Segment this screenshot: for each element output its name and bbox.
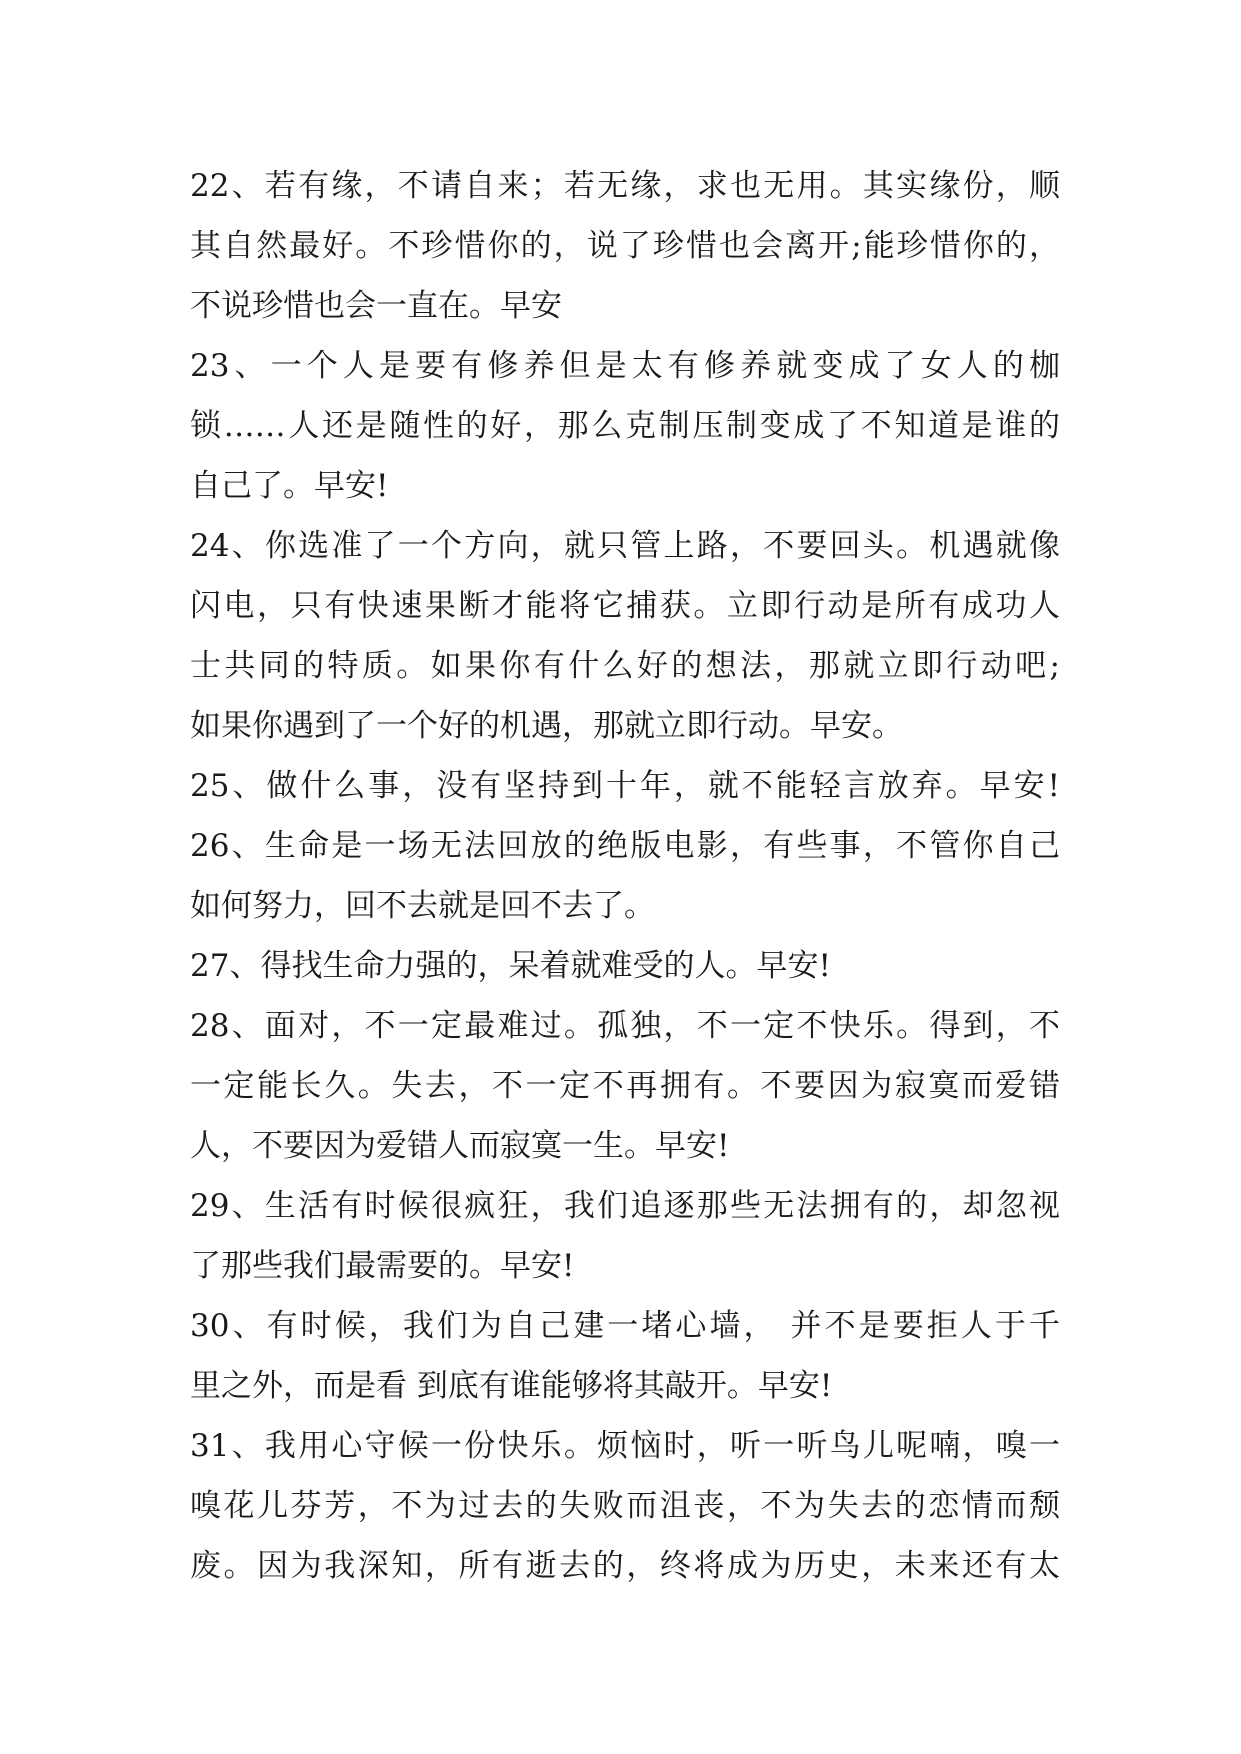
text-line: 31、我用心守候一份快乐。烦恼时，听一听鸟儿呢喃，嗅一 xyxy=(190,1428,1060,1464)
entry-26 xyxy=(190,816,1060,936)
entry-29 xyxy=(190,1176,1060,1296)
entry-22 xyxy=(190,156,1060,336)
entry-28 xyxy=(190,996,1060,1176)
document-body xyxy=(190,156,1060,1596)
text-line: 24、你选准了一个方向，就只管上路，不要回头。机遇就像 xyxy=(190,528,1060,564)
text-line: 里之外，而是看 到底有谁能够将其敲开。早安! xyxy=(190,1368,833,1404)
text-line: 自己了。早安! xyxy=(190,468,389,504)
text-line: 23、一个人是要有修养但是太有修养就变成了女人的枷 xyxy=(190,348,1060,384)
entry-24 xyxy=(190,516,1060,756)
text-line: 30、有时候，我们为自己建一堵心墙， 并不是要拒人于千 xyxy=(190,1308,1060,1344)
text-line: 闪电，只有快速果断才能将它捕获。立即行动是所有成功人 xyxy=(190,588,1060,624)
text-line: 如果你遇到了一个好的机遇，那就立即行动。早安。 xyxy=(190,708,903,744)
text-line: 28、面对，不一定最难过。孤独，不一定不快乐。得到，不 xyxy=(190,1008,1060,1044)
text-line: 25、做什么事，没有坚持到十年，就不能轻言放弃。早安! xyxy=(190,768,1060,804)
entry-31 xyxy=(190,1416,1060,1596)
text-line: 嗅花儿芬芳，不为过去的失败而沮丧，不为失去的恋情而颓 xyxy=(190,1488,1060,1524)
text-line: 了那些我们最需要的。早安! xyxy=(190,1248,575,1284)
text-line: 22、若有缘，不请自来；若无缘，求也无用。其实缘份，顺 xyxy=(190,168,1060,204)
text-line: 士共同的特质。如果你有什么好的想法，那就立即行动吧; xyxy=(190,648,1060,684)
entry-30 xyxy=(190,1296,1060,1416)
text-line: 一定能长久。失去，不一定不再拥有。不要因为寂寞而爱错 xyxy=(190,1068,1060,1104)
text-line: 26、生命是一场无法回放的绝版电影，有些事，不管你自己 xyxy=(190,828,1060,864)
text-line: 锁……人还是随性的好，那么克制压制变成了不知道是谁的 xyxy=(190,408,1060,444)
text-line: 27、得找生命力强的，呆着就难受的人。早安! xyxy=(190,948,831,984)
entry-27 xyxy=(190,936,1060,996)
text-line: 29、生活有时候很疯狂，我们追逐那些无法拥有的，却忽视 xyxy=(190,1188,1060,1224)
text-line: 其自然最好。不珍惜你的，说了珍惜也会离开;能珍惜你的， xyxy=(190,228,1060,264)
text-line: 人，不要因为爱错人而寂寞一生。早安! xyxy=(190,1128,730,1164)
entry-23 xyxy=(190,336,1060,516)
text-line: 废。因为我深知，所有逝去的，终将成为历史，未来还有太 xyxy=(190,1548,1060,1584)
entry-25 xyxy=(190,756,1060,816)
text-line: 如何努力，回不去就是回不去了。 xyxy=(190,888,655,924)
text-line: 不说珍惜也会一直在。早安 xyxy=(190,288,562,324)
